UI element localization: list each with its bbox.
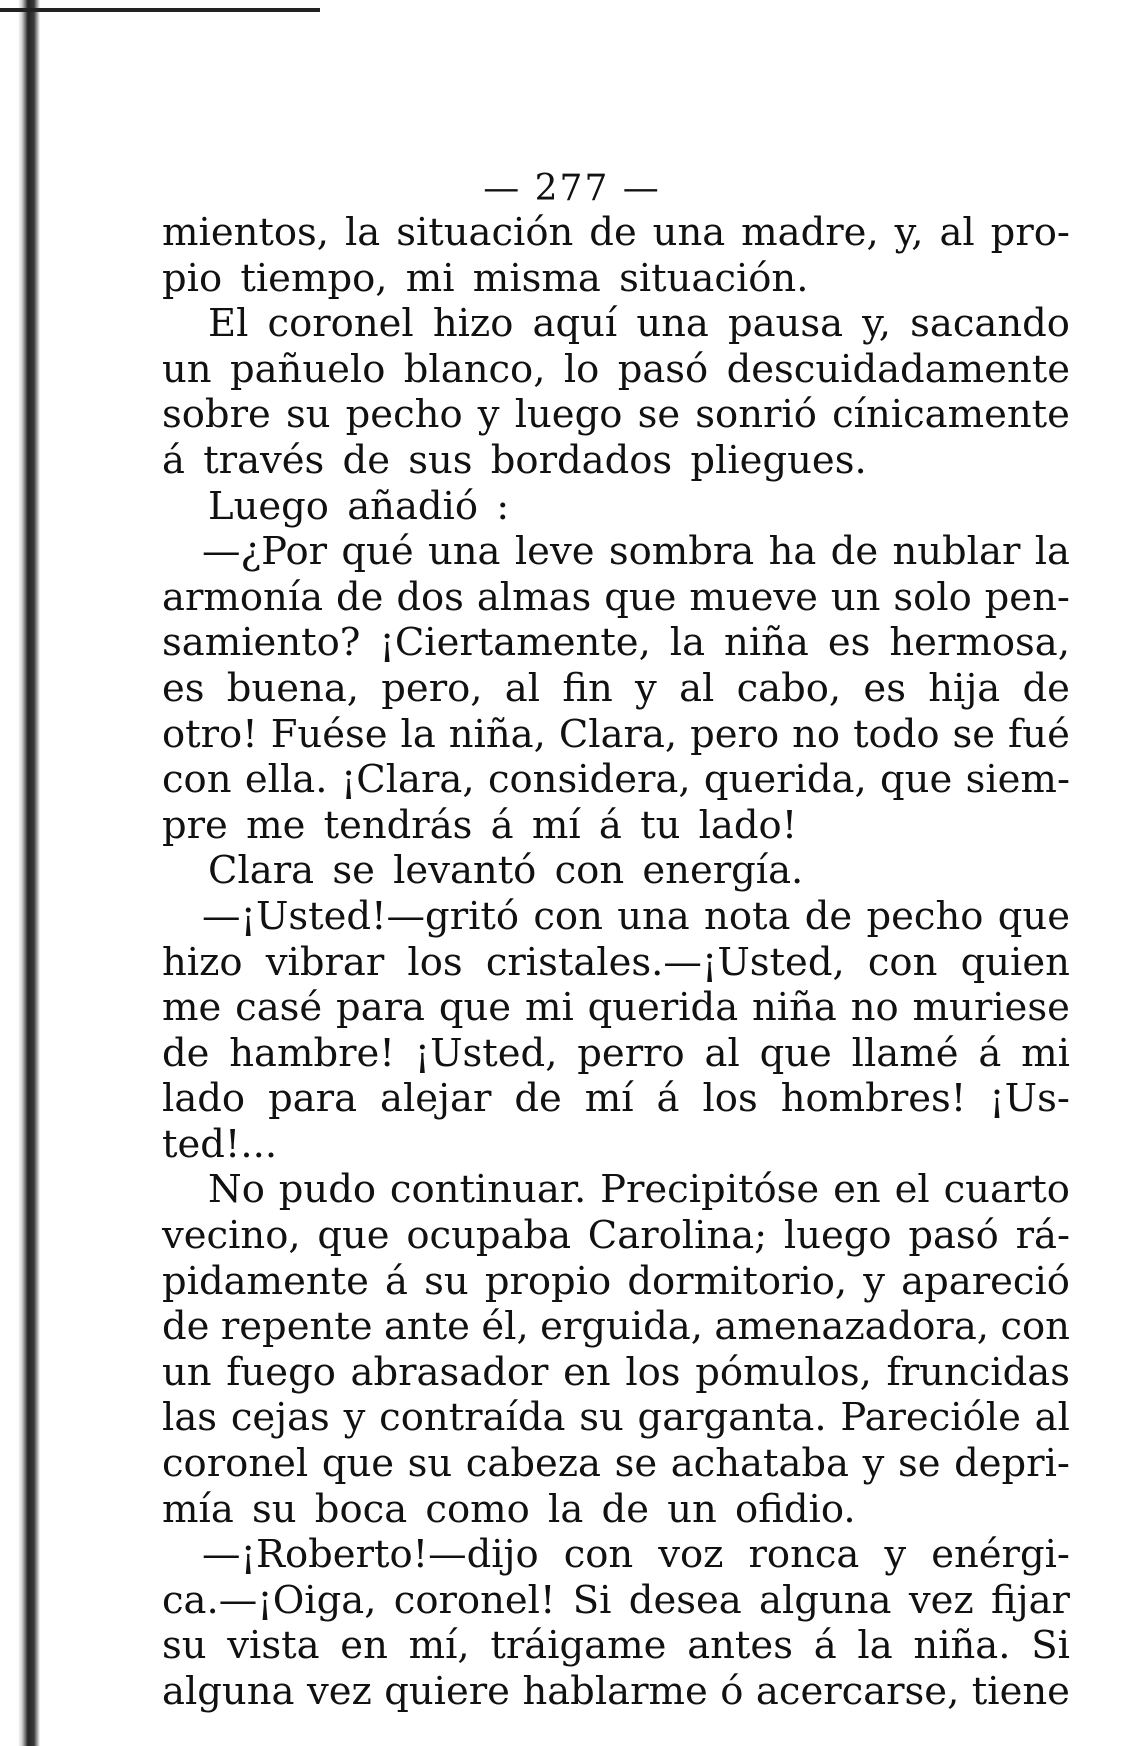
text-line: á través de sus bordados pliegues. (162, 437, 867, 483)
text-line: No pudo continuar. Precipitóse en el cuarto (208, 1167, 1070, 1213)
text-line: —¡Roberto!—dijo con voz ronca y enérgi- (202, 1532, 1070, 1578)
text-line: —¿Por qué una leve sombra ha de nublar la (202, 529, 1070, 575)
text-line: me casé para que mi querida niña no muriese (162, 985, 1070, 1031)
text-line: —¡Usted!—gritó con una nota de pecho que (202, 893, 1070, 939)
text-line: coronel que su cabeza se achataba y se depri- (162, 1441, 1070, 1487)
text-line: su vista en mí, tráigame antes á la niña. Si (162, 1623, 1070, 1669)
text-line: un pañuelo blanco, lo pasó descuidadamente (162, 346, 1070, 392)
text-line: con ella. ¡Clara, considera, querida, que siem- (162, 757, 1070, 803)
text-line: Clara se levantó con energía. (208, 848, 804, 894)
text-line: de hambre! ¡Usted, perro al que llamé á mi (162, 1030, 1070, 1076)
text-line: otro! Fuése la niña, Clara, pero no todo se fué (162, 711, 1070, 757)
text-line: de repente ante él, erguida, amenazadora, con (162, 1304, 1070, 1350)
text-line: mientos, la situación de una madre, y, al pro- (162, 210, 1070, 255)
text-line: un fuego abrasador en los pómulos, fruncidas (162, 1349, 1070, 1395)
text-line: armonía de dos almas que mueve un solo pen- (162, 574, 1070, 620)
text-line: pre me tendrás á mí á tu lado! (162, 802, 798, 848)
text-line: pio tiempo, mi misma situación. (162, 255, 809, 301)
text-line: sobre su pecho y luego se sonrió cínicamente (162, 392, 1070, 438)
text-line: samiento? ¡Ciertamente, la niña es hermosa, (162, 620, 1070, 666)
book-binding-edge (0, 0, 40, 1746)
text-line: vecino, que ocupaba Carolina; luego pasó rá- (162, 1213, 1070, 1259)
page-number: — 277 — (483, 168, 661, 209)
text-line: ted!... (162, 1121, 278, 1167)
text-line: Luego añadió : (208, 483, 510, 529)
body-text (162, 210, 1070, 1715)
text-line: El coronel hizo aquí una pausa y, sacando (208, 301, 1070, 347)
text-line: las cejas y contraída su garganta. Parecióle al (162, 1395, 1070, 1441)
text-line: mía su boca como la de un ofidio. (162, 1486, 856, 1532)
text-line: hizo vibrar los cristales.—¡Usted, con quien (162, 939, 1070, 985)
top-rule (0, 8, 320, 12)
text-line: alguna vez quiere hablarme ó acercarse, tiene (162, 1669, 1070, 1714)
text-line: lado para alejar de mí á los hombres! ¡Us- (162, 1076, 1070, 1122)
text-line: ca.—¡Oiga, coronel! Si desea alguna vez fijar (162, 1577, 1070, 1623)
text-line: pidamente á su propio dormitorio, y apareció (162, 1258, 1070, 1304)
text-line: es buena, pero, al fin y al cabo, es hija de (162, 665, 1070, 711)
